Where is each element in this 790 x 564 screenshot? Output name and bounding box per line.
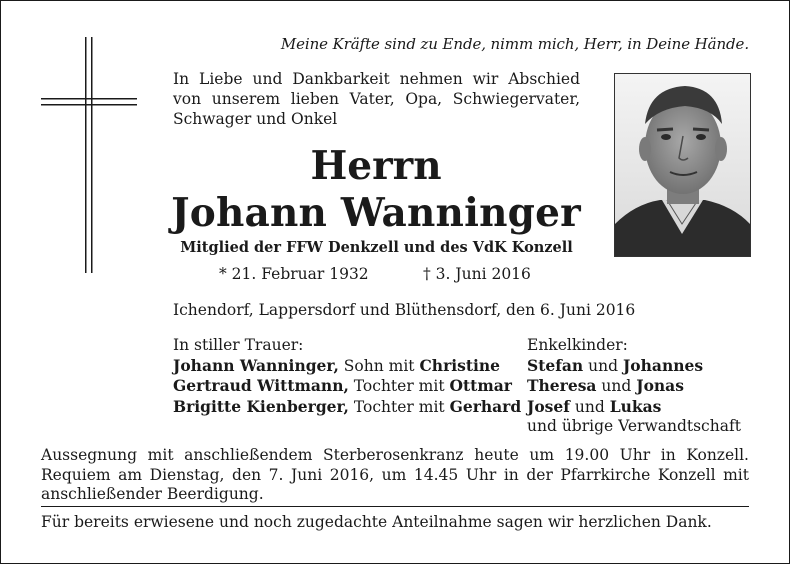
portrait-photo (614, 73, 751, 257)
motto: Meine Kräfte sind zu Ende, nimm mich, Herr, in Deine Hände. (280, 35, 749, 53)
birth-date: * 21. Februar 1932 (219, 265, 369, 283)
mourners-list (173, 336, 521, 417)
mourner-row: Brigitte Kienberger, Tochter mit Gerhard (173, 396, 522, 416)
grandchild-row: Josef und Lukas (527, 396, 662, 416)
grandchild-row: Stefan und Johannes (527, 355, 704, 375)
other-relatives: und übrige Verwandtschaft (527, 417, 741, 435)
grandchildren-list (527, 336, 741, 437)
cross-icon (39, 37, 139, 273)
mourners-heading: In stiller Trauer: (173, 336, 304, 354)
divider (41, 506, 749, 507)
mourner-row: Gertraud Wittmann, Tochter mit Ottmar (173, 376, 512, 395)
intro-text: In Liebe und Dankbarkeit nehmen wir Abschied von unserem lieben Vater, Opa, Schwiegervater, Schwager und Onkel (173, 70, 580, 128)
salutation: Herrn (310, 143, 442, 189)
thanks-text: Für bereits erwiesene und noch zugedachte Anteilnahme sagen wir herzlichen Dank. (41, 513, 712, 531)
grandchildren-heading: Enkelkinder: (527, 336, 628, 354)
death-date: † 3. Juni 2016 (423, 265, 531, 283)
membership: Mitglied der FFW Denkzell und des VdK Konzell (180, 239, 573, 256)
mourner-row: Johann Wanninger, Sohn mit Christine (173, 355, 501, 375)
deceased-name: Johann Wanninger (171, 190, 581, 236)
place-and-date: Ichendorf, Lappersdorf und Blüthensdorf, den 6. Juni 2016 (173, 301, 636, 319)
grandchild-row: Theresa und Jonas (527, 376, 684, 395)
service-details: Aussegnung mit anschließendem Sterberosenkranz heute um 19.00 Uhr in Konzell. Requiem am Dienstag, den 7. Juni 2016, um 14.45 Uhr in der Pfarrkirche Konzell mit anschließender Beerdigung. (41, 446, 749, 503)
